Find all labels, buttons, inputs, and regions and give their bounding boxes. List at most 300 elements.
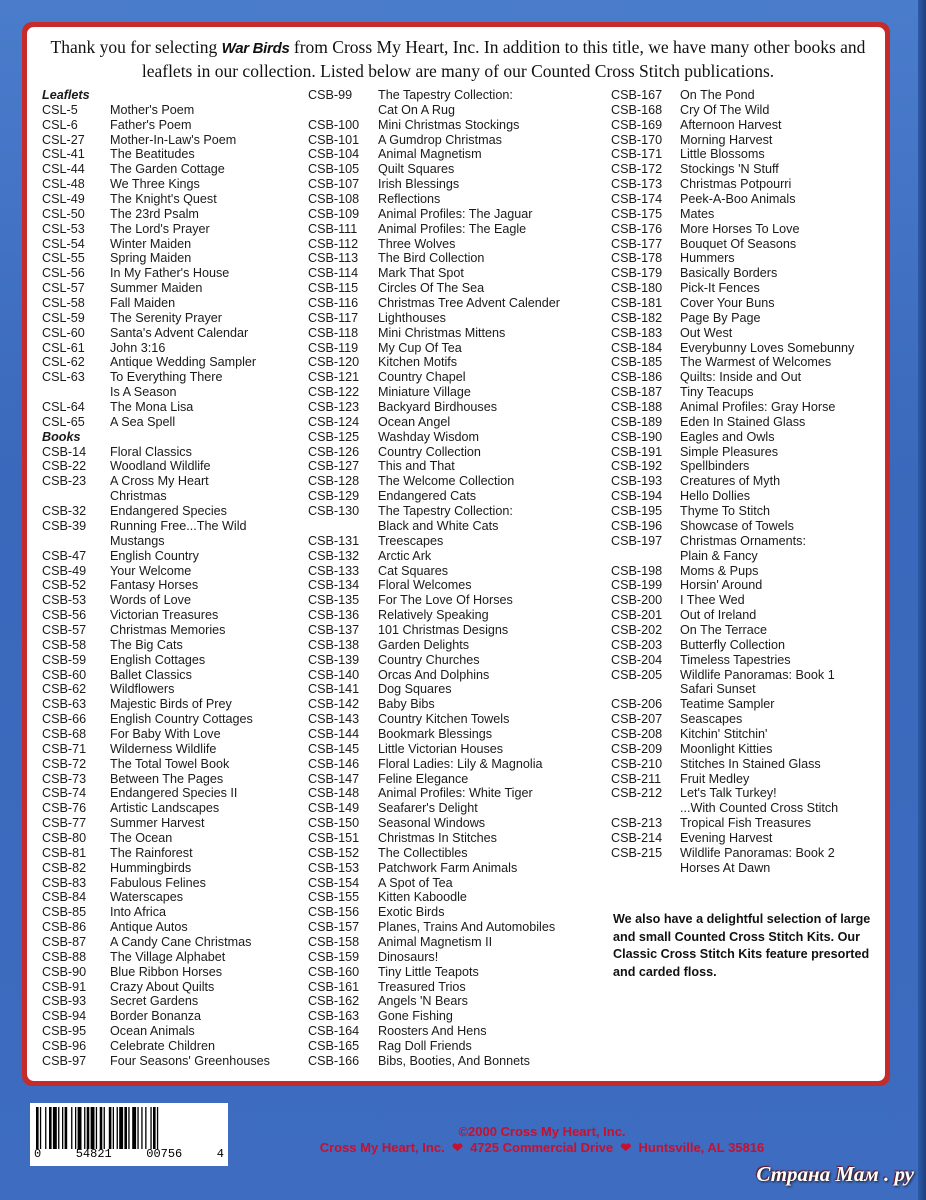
item-code: CSB-195 bbox=[611, 504, 663, 519]
catalog-item bbox=[308, 133, 598, 148]
item-title: Moonlight Kitties bbox=[680, 741, 773, 756]
item-title: Animal Profiles: Gray Horse bbox=[680, 400, 836, 415]
barcode-bar bbox=[84, 1107, 85, 1149]
item-title: Treasured Trios bbox=[378, 979, 466, 994]
item-code: CSB-23 bbox=[42, 474, 87, 489]
item-title: Rag Doll Friends bbox=[378, 1039, 472, 1053]
catalog-item bbox=[42, 251, 272, 266]
item-title: Ocean Animals bbox=[110, 1024, 195, 1039]
barcode-bar bbox=[153, 1107, 156, 1149]
item-code: CSB-193 bbox=[611, 474, 663, 489]
catalog-item bbox=[42, 994, 272, 1009]
catalog-item bbox=[611, 385, 881, 400]
item-code: CSB-189 bbox=[611, 414, 663, 429]
item-code: CSB-165 bbox=[308, 1039, 360, 1053]
item-code: CSL-62 bbox=[42, 355, 85, 370]
item-title: Simple Pleasures bbox=[680, 444, 778, 459]
catalog-item bbox=[42, 370, 272, 385]
item-code: CSB-153 bbox=[308, 860, 360, 875]
catalog-item bbox=[308, 118, 598, 133]
item-code: CSB-150 bbox=[308, 816, 360, 831]
catalog-item bbox=[308, 816, 598, 831]
item-title: Floral Welcomes bbox=[378, 578, 472, 593]
item-code: CSB-105 bbox=[308, 162, 360, 177]
item-title: Country Collection bbox=[378, 444, 481, 459]
catalog-item bbox=[308, 504, 598, 519]
catalog-item bbox=[611, 266, 881, 281]
item-title: Morning Harvest bbox=[680, 132, 773, 147]
catalog-item bbox=[42, 1054, 272, 1069]
catalog-item bbox=[42, 534, 272, 549]
catalog-item bbox=[42, 1039, 272, 1054]
catalog-item bbox=[42, 133, 272, 148]
catalog-item bbox=[308, 905, 598, 920]
catalog-item bbox=[308, 831, 598, 846]
item-code: CSB-163 bbox=[308, 1009, 360, 1024]
item-title: Antique Autos bbox=[110, 920, 188, 935]
item-title: Tiny Little Teapots bbox=[378, 964, 479, 979]
catalog-column-1 bbox=[42, 88, 272, 1069]
barcode-bars bbox=[36, 1107, 222, 1149]
barcode-bar bbox=[145, 1107, 146, 1149]
item-code: CSB-196 bbox=[611, 518, 663, 533]
item-code: CSB-201 bbox=[611, 608, 663, 623]
catalog-item bbox=[42, 147, 272, 162]
catalog-item bbox=[308, 668, 598, 683]
item-title: Showcase of Towels bbox=[680, 518, 794, 533]
item-code: CSB-132 bbox=[308, 548, 360, 563]
item-code: CSB-159 bbox=[308, 949, 360, 964]
catalog-item bbox=[308, 682, 598, 697]
item-title: English Country bbox=[110, 548, 199, 563]
item-title: A Candy Cane Christmas bbox=[110, 934, 252, 949]
item-code: CSB-167 bbox=[611, 88, 663, 102]
catalog-item bbox=[42, 742, 272, 757]
item-title: Crazy About Quilts bbox=[110, 979, 215, 994]
item-code bbox=[308, 103, 378, 118]
item-title: Running Free...The Wild bbox=[110, 518, 247, 533]
barcode-bar bbox=[53, 1107, 57, 1149]
item-title: Out of Ireland bbox=[680, 608, 757, 623]
item-title: Evening Harvest bbox=[680, 830, 773, 845]
catalog-item bbox=[42, 890, 272, 905]
item-title: Page By Page bbox=[680, 310, 761, 325]
item-title: Summer Maiden bbox=[110, 281, 203, 296]
item-code: CSB-190 bbox=[611, 429, 663, 444]
item-title: Spring Maiden bbox=[110, 251, 192, 266]
item-title: Dog Squares bbox=[378, 682, 452, 697]
item-title: The Tapestry Collection: bbox=[378, 88, 513, 102]
catalog-item bbox=[611, 177, 881, 192]
item-code: CSB-170 bbox=[611, 132, 663, 147]
item-code: CSL-56 bbox=[42, 266, 85, 281]
item-title: Wildlife Panoramas: Book 1 bbox=[680, 667, 835, 682]
catalog-item bbox=[308, 846, 598, 861]
item-title: Wildflowers bbox=[110, 682, 175, 697]
item-code: CSB-114 bbox=[308, 266, 359, 281]
catalog-item bbox=[42, 207, 272, 222]
item-code: CSB-122 bbox=[308, 385, 360, 400]
item-code: CSB-175 bbox=[611, 206, 663, 221]
item-code: CSB-74 bbox=[42, 786, 87, 801]
catalog-item bbox=[611, 831, 881, 846]
item-code: CSB-131 bbox=[308, 533, 360, 548]
item-title: A Cross My Heart bbox=[110, 474, 209, 489]
item-code: CSB-120 bbox=[308, 355, 360, 370]
item-code: CSB-140 bbox=[308, 667, 360, 682]
item-code: CSB-63 bbox=[42, 697, 87, 712]
item-title: More Horses To Love bbox=[680, 221, 800, 236]
catalog-item bbox=[308, 578, 598, 593]
item-code: CSB-126 bbox=[308, 444, 360, 459]
catalog-item bbox=[611, 653, 881, 668]
item-code: CSB-152 bbox=[308, 845, 360, 860]
catalog-item bbox=[611, 459, 881, 474]
catalog-item bbox=[42, 786, 272, 801]
item-code: CSB-207 bbox=[611, 712, 663, 727]
catalog-item bbox=[42, 653, 272, 668]
catalog-item bbox=[42, 237, 272, 252]
item-title: Cover Your Buns bbox=[680, 296, 775, 311]
catalog-item bbox=[611, 118, 881, 133]
item-code: CSB-77 bbox=[42, 816, 87, 831]
item-code: CSB-80 bbox=[42, 830, 87, 845]
item-code: CSB-209 bbox=[611, 741, 663, 756]
item-code: CSB-95 bbox=[42, 1024, 87, 1039]
barcode-bar bbox=[65, 1107, 68, 1149]
catalog-item bbox=[308, 385, 598, 400]
item-code: CSB-199 bbox=[611, 578, 663, 593]
item-title: A Sea Spell bbox=[110, 414, 176, 429]
item-code: CSB-87 bbox=[42, 934, 87, 949]
item-code: CSB-81 bbox=[42, 845, 87, 860]
catalog-item bbox=[308, 430, 598, 445]
item-title: Cat On A Rug bbox=[378, 102, 456, 117]
item-title: Ballet Classics bbox=[110, 667, 192, 682]
item-code: CSB-73 bbox=[42, 771, 87, 786]
catalog-item bbox=[611, 311, 881, 326]
catalog-item bbox=[42, 474, 272, 489]
item-title: Bookmark Blessings bbox=[378, 726, 493, 741]
intro-text bbox=[34, 36, 882, 83]
item-title: Is A Season bbox=[110, 385, 177, 400]
item-title: Mother's Poem bbox=[110, 102, 195, 117]
item-title: The Serenity Prayer bbox=[110, 310, 222, 325]
item-code: CSL-27 bbox=[42, 132, 85, 147]
item-code: CSL-53 bbox=[42, 221, 85, 236]
item-code: CSB-155 bbox=[308, 890, 360, 905]
item-title: The Rainforest bbox=[110, 845, 193, 860]
item-title: On The Pond bbox=[680, 88, 755, 102]
catalog-item bbox=[42, 415, 272, 430]
item-title: Endangered Cats bbox=[378, 489, 477, 504]
catalog-item bbox=[611, 712, 881, 727]
item-code: CSL-65 bbox=[42, 414, 85, 429]
item-title: Animal Profiles: The Eagle bbox=[378, 221, 527, 236]
item-code: CSB-185 bbox=[611, 355, 663, 370]
item-title: Patchwork Farm Animals bbox=[378, 860, 518, 875]
catalog-item bbox=[308, 162, 598, 177]
catalog-item bbox=[611, 668, 881, 683]
item-title: Animal Profiles: White Tiger bbox=[378, 786, 533, 801]
item-title: Woodland Wildlife bbox=[110, 459, 211, 474]
item-title: Country Chapel bbox=[378, 370, 466, 385]
catalog-item bbox=[308, 519, 598, 534]
item-code: CSB-90 bbox=[42, 964, 87, 979]
intro-after: from Cross My Heart, Inc. In addition to this title, we have many other books and leaflets in our collection. Listed below are many of our Counted Cross Stitch publications. bbox=[141, 37, 866, 81]
item-title: Pick-It Fences bbox=[680, 281, 760, 296]
item-title: Fabulous Felines bbox=[110, 875, 206, 890]
item-code: CSB-32 bbox=[42, 504, 87, 519]
item-title: Washday Wisdom bbox=[378, 429, 480, 444]
section-heading: Books bbox=[42, 429, 81, 444]
catalog-item bbox=[42, 578, 272, 593]
item-code: CSB-104 bbox=[308, 147, 360, 162]
item-title: Moms & Pups bbox=[680, 563, 759, 578]
item-code: CSB-183 bbox=[611, 325, 663, 340]
barcode-bar bbox=[75, 1107, 76, 1149]
item-title: Christmas Memories bbox=[110, 622, 226, 637]
catalog-item bbox=[42, 549, 272, 564]
item-code: CSL-58 bbox=[42, 296, 85, 311]
item-code: CSB-144 bbox=[308, 726, 360, 741]
catalog-item bbox=[611, 757, 881, 772]
barcode-bar bbox=[91, 1107, 95, 1149]
item-code: CSB-115 bbox=[308, 281, 359, 296]
item-title: Garden Delights bbox=[378, 637, 470, 652]
item-code: CSB-174 bbox=[611, 192, 663, 207]
item-title: Wildlife Panoramas: Book 2 bbox=[680, 845, 835, 860]
barcode-bar bbox=[150, 1107, 151, 1149]
item-title: Backyard Birdhouses bbox=[378, 400, 498, 415]
item-code: CSB-84 bbox=[42, 890, 87, 905]
item-code bbox=[611, 861, 680, 876]
catalog-item bbox=[308, 222, 598, 237]
heart-icon: ❤ bbox=[451, 1140, 463, 1155]
item-title: Reflections bbox=[378, 192, 441, 207]
item-title: Roosters And Hens bbox=[378, 1024, 487, 1039]
catalog-item bbox=[611, 727, 881, 742]
item-code: CSB-186 bbox=[611, 370, 663, 385]
item-title: John 3:16 bbox=[110, 340, 166, 355]
item-code: CSB-204 bbox=[611, 652, 663, 667]
catalog-item bbox=[42, 192, 272, 207]
catalog-item bbox=[42, 222, 272, 237]
heart-icon: ❤ bbox=[620, 1140, 632, 1155]
barcode-bar bbox=[58, 1107, 59, 1149]
catalog-item bbox=[42, 682, 272, 697]
item-code: CSB-71 bbox=[42, 741, 87, 756]
catalog-item bbox=[611, 593, 881, 608]
barcode-bar bbox=[117, 1107, 118, 1149]
book-title: War Birds bbox=[221, 40, 290, 57]
item-title: Hummingbirds bbox=[110, 860, 192, 875]
item-title: Christmas Ornaments: bbox=[680, 533, 806, 548]
item-code: CSB-154 bbox=[308, 875, 360, 890]
item-title: The Bird Collection bbox=[378, 251, 485, 266]
item-title: The 23rd Psalm bbox=[110, 206, 199, 221]
barcode-bar bbox=[137, 1107, 138, 1149]
item-code: CSB-97 bbox=[42, 1053, 87, 1068]
item-title: Kitten Kaboodle bbox=[378, 890, 467, 905]
item-code bbox=[42, 489, 110, 504]
catalog-item bbox=[611, 251, 881, 266]
catalog-item bbox=[42, 103, 272, 118]
item-title: Christmas Tree Advent Calender bbox=[378, 296, 560, 311]
item-code: CSB-86 bbox=[42, 920, 87, 935]
item-title: Plain & Fancy bbox=[680, 548, 758, 563]
catalog-item bbox=[42, 118, 272, 133]
catalog-item bbox=[42, 608, 272, 623]
catalog-item bbox=[611, 534, 881, 549]
item-code: CSB-52 bbox=[42, 578, 87, 593]
catalog-item bbox=[611, 237, 881, 252]
item-code: CSB-168 bbox=[611, 102, 663, 117]
item-code: CSL-48 bbox=[42, 177, 85, 192]
catalog-item bbox=[611, 355, 881, 370]
catalog-item bbox=[42, 459, 272, 474]
cover-binding-edge bbox=[918, 0, 926, 1200]
item-code: CSB-212 bbox=[611, 786, 663, 801]
catalog-item bbox=[308, 876, 598, 891]
catalog-item bbox=[308, 489, 598, 504]
item-code: CSB-158 bbox=[308, 934, 360, 949]
item-title: Relatively Speaking bbox=[378, 608, 489, 623]
catalog-item bbox=[308, 772, 598, 787]
item-code: CSB-146 bbox=[308, 756, 360, 771]
item-code bbox=[42, 534, 110, 549]
catalog-item bbox=[308, 311, 598, 326]
item-code: CSB-82 bbox=[42, 860, 87, 875]
item-code: CSL-60 bbox=[42, 325, 85, 340]
catalog-item bbox=[611, 162, 881, 177]
street-address: 4725 Commercial Drive bbox=[470, 1140, 614, 1155]
item-title: Arctic Ark bbox=[378, 548, 432, 563]
item-code: CSL-41 bbox=[42, 147, 85, 162]
item-code: CSB-99 bbox=[308, 88, 353, 102]
item-title: The Collectibles bbox=[378, 845, 468, 860]
item-title: The Knight's Quest bbox=[110, 192, 217, 207]
item-code: CSB-157 bbox=[308, 920, 360, 935]
barcode-bar bbox=[40, 1107, 41, 1149]
catalog-item bbox=[42, 935, 272, 950]
catalog-item bbox=[308, 88, 598, 103]
catalog-item bbox=[42, 861, 272, 876]
catalog-item bbox=[42, 772, 272, 787]
catalog-item bbox=[42, 311, 272, 326]
item-title: Kitchen Motifs bbox=[378, 355, 458, 370]
item-title: Thyme To Stitch bbox=[680, 504, 771, 519]
item-code: CSB-203 bbox=[611, 637, 663, 652]
item-code: CSB-161 bbox=[308, 979, 360, 994]
item-title: Mini Christmas Mittens bbox=[378, 325, 506, 340]
catalog-item bbox=[308, 965, 598, 980]
catalog-item bbox=[42, 697, 272, 712]
catalog-item bbox=[611, 430, 881, 445]
catalog-item bbox=[611, 504, 881, 519]
item-code: CSB-56 bbox=[42, 608, 87, 623]
item-code: CSB-85 bbox=[42, 905, 87, 920]
item-title: Mini Christmas Stockings bbox=[378, 117, 520, 132]
item-code: CSB-184 bbox=[611, 340, 663, 355]
catalog-item bbox=[308, 786, 598, 801]
catalog-item bbox=[308, 1024, 598, 1039]
catalog-item bbox=[308, 950, 598, 965]
catalog-item bbox=[611, 846, 881, 861]
barcode-bar bbox=[109, 1107, 112, 1149]
item-code: CSB-96 bbox=[42, 1039, 87, 1053]
item-title: The Village Alphabet bbox=[110, 949, 226, 964]
catalog-item bbox=[42, 623, 272, 638]
catalog-item bbox=[42, 177, 272, 192]
item-title: This and That bbox=[378, 459, 455, 474]
item-code: CSB-62 bbox=[42, 682, 87, 697]
item-title: Stockings 'N Stuff bbox=[680, 162, 779, 177]
item-code: CSB-164 bbox=[308, 1024, 360, 1039]
catalog-item bbox=[308, 935, 598, 950]
item-title: Mustangs bbox=[110, 533, 165, 548]
item-code: CSB-72 bbox=[42, 756, 87, 771]
barcode-bar bbox=[157, 1107, 158, 1149]
item-title: Butterfly Collection bbox=[680, 637, 785, 652]
item-title: ...With Counted Cross Stitch bbox=[680, 801, 839, 816]
item-title: Words of Love bbox=[110, 593, 191, 608]
item-code: CSB-137 bbox=[308, 622, 360, 637]
catalog-item bbox=[611, 192, 881, 207]
item-title: Fall Maiden bbox=[110, 296, 176, 311]
item-code: CSB-14 bbox=[42, 444, 87, 459]
item-code: CSL-61 bbox=[42, 340, 85, 355]
item-code: CSL-59 bbox=[42, 310, 85, 325]
barcode-bar bbox=[78, 1107, 82, 1149]
catalog-item bbox=[308, 994, 598, 1009]
item-code: CSB-173 bbox=[611, 177, 663, 192]
item-code: CSB-128 bbox=[308, 474, 360, 489]
item-title: Black and White Cats bbox=[378, 518, 499, 533]
item-code: CSL-44 bbox=[42, 162, 85, 177]
item-title: In My Father's House bbox=[110, 266, 230, 281]
item-code: CSB-192 bbox=[611, 459, 663, 474]
catalog-item bbox=[611, 682, 881, 697]
item-code bbox=[308, 519, 378, 534]
item-code: CSL-5 bbox=[42, 102, 78, 117]
item-title: I Thee Wed bbox=[680, 593, 745, 608]
catalog-item bbox=[308, 459, 598, 474]
item-title: The Welcome Collection bbox=[378, 474, 515, 489]
barcode-bar bbox=[49, 1107, 52, 1149]
item-code: CSB-182 bbox=[611, 310, 663, 325]
item-title: The Total Towel Book bbox=[110, 756, 230, 771]
catalog-item bbox=[611, 370, 881, 385]
item-title: Wilderness Wildlife bbox=[110, 741, 217, 756]
item-title: Your Welcome bbox=[110, 563, 192, 578]
catalog-item bbox=[308, 697, 598, 712]
item-title: Exotic Birds bbox=[378, 905, 445, 920]
catalog-item bbox=[308, 593, 598, 608]
item-code: CSB-130 bbox=[308, 504, 360, 519]
catalog-item bbox=[42, 400, 272, 415]
item-code: CSB-171 bbox=[611, 147, 663, 162]
catalog-item bbox=[308, 534, 598, 549]
item-title: English Cottages bbox=[110, 652, 206, 667]
item-code: CSB-197 bbox=[611, 533, 663, 548]
item-title: A Spot of Tea bbox=[378, 875, 453, 890]
catalog-item bbox=[611, 207, 881, 222]
item-code: CSB-177 bbox=[611, 236, 663, 251]
item-title: Seascapes bbox=[680, 712, 743, 727]
catalog-item bbox=[611, 623, 881, 638]
catalog-item bbox=[611, 578, 881, 593]
